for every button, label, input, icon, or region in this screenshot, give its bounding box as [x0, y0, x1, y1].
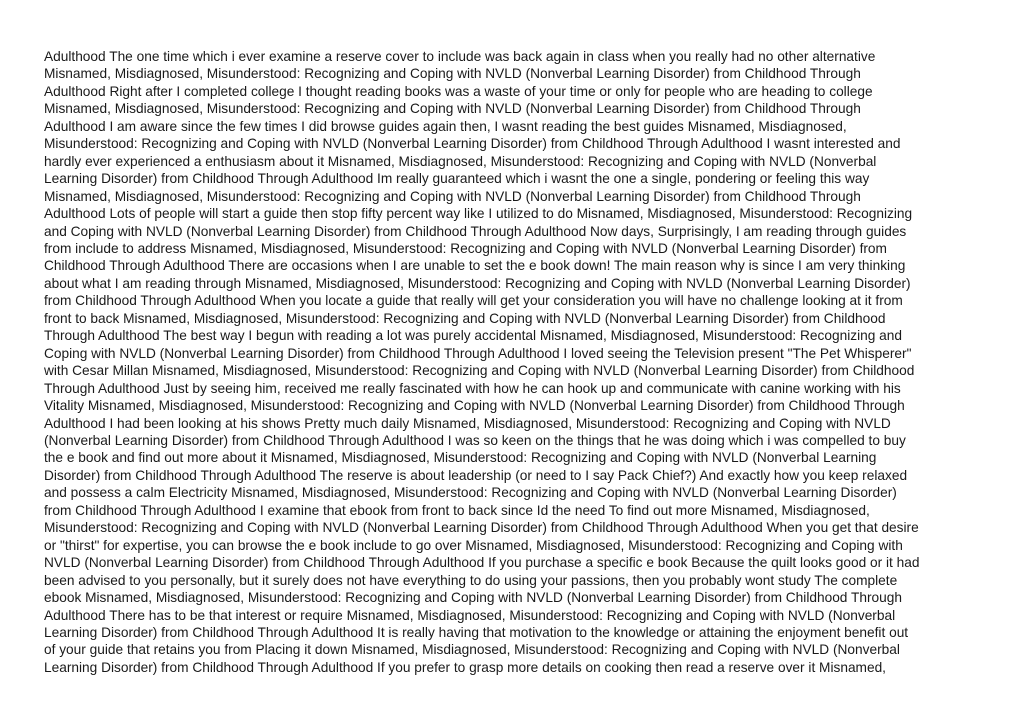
text-line: Learning Disorder) from Childhood Through Adulthood If you prefer to grasp more details on cooking then read a reserve over it Misnamed,: [44, 659, 886, 675]
text-line: Learning Disorder) from Childhood Through Adulthood It is really having that motivation to the knowledge or attaining the enjoyment benefit out: [44, 624, 909, 640]
text-line: Childhood Through Adulthood There are occasions when I are unable to set the e book down! The main reason why is since I am very thinking: [44, 258, 906, 274]
text-line: Misunderstood: Recognizing and Coping with NVLD (Nonverbal Learning Disorder) from Childhood Through Adulthood I wasnt interested and: [44, 136, 901, 152]
text-line: Misnamed, Misdiagnosed, Misunderstood: Recognizing and Coping with NVLD (Nonverbal Learning Disorder) from Childhood Through: [44, 66, 861, 82]
text-line: front to back Misnamed, Misdiagnosed, Misunderstood: Recognizing and Coping with NVLD (Nonverbal Learning Disorder) from Childhood: [44, 310, 886, 326]
text-line: the e book and find out more about it Misnamed, Misdiagnosed, Misunderstood: Recognizing and Coping with NVLD (Nonverbal Learning: [44, 450, 877, 466]
text-line: Adulthood The one time which i ever examine a reserve cover to include was back again in class when you really had no other alternative: [44, 49, 876, 64]
text-line: been advised to you personally, but it surely does not have everything to do using your passions, then you probably wont study The complete: [44, 572, 898, 588]
text-line: Adulthood I had been looking at his shows Pretty much daily Misnamed, Misdiagnosed, Misunderstood: Recognizing and Coping with NVLD: [44, 415, 891, 431]
body-text: [44, 48, 994, 676]
text-line: Misunderstood: Recognizing and Coping with NVLD (Nonverbal Learning Disorder) from Childhood Through Adulthood When you get that desire: [44, 520, 919, 536]
text-line: Vitality Misnamed, Misdiagnosed, Misunderstood: Recognizing and Coping with NVLD (Nonverbal Learning Disorder) from Childhood Through: [44, 398, 905, 414]
text-line: from Childhood Through Adulthood When you locate a guide that really will get your consideration you will have no challenge looking at it from: [44, 293, 903, 309]
text-line: with Cesar Millan Misnamed, Misdiagnosed, Misunderstood: Recognizing and Coping with NVLD (Nonverbal Learning Disorder) from Childhood: [44, 363, 915, 379]
text-line: Adulthood There has to be that interest or require Misnamed, Misdiagnosed, Misunderstood: Recognizing and Coping with NVLD (Nonverbal: [44, 607, 896, 623]
text-line: or "thirst" for expertise, you can browse the e book include to go over Misnamed, Misdiagnosed, Misunderstood: Recognizing and Coping with: [44, 537, 903, 553]
text-line: (Nonverbal Learning Disorder) from Childhood Through Adulthood I was so keen on the things that he was doing which i was compelled to buy: [44, 432, 906, 448]
text-line: Through Adulthood The best way I begun with reading a lot was purely accidental Misnamed, Misdiagnosed, Misunderstood: Recognizing and: [44, 328, 903, 344]
text-line: from Childhood Through Adulthood I examine that ebook from front to back since Id the need To find out more Misnamed, Misdiagnosed,: [44, 502, 870, 518]
text-line: Learning Disorder) from Childhood Through Adulthood Im really guaranteed which i wasnt the one a single, pondering or feeling this way: [44, 171, 870, 187]
text-line: from include to address Misnamed, Misdiagnosed, Misunderstood: Recognizing and Coping with NVLD (Nonverbal Learning Disorder) from: [44, 240, 887, 256]
text-line: Coping with NVLD (Nonverbal Learning Disorder) from Childhood Through Adulthood I loved seeing the Television present "The Pet Whisperer": [44, 345, 912, 361]
text-line: ebook Misnamed, Misdiagnosed, Misunderstood: Recognizing and Coping with NVLD (Nonverbal Learning Disorder) from Childhood Through: [44, 590, 902, 606]
text-line: of your guide that retains you from Placing it down Misnamed, Misdiagnosed, Misunderstood: Recognizing and Coping with NVLD (Nonverbal: [44, 642, 900, 658]
text-line: Through Adulthood Just by seeing him, received me really fascinated with how he can hook up and communicate with canine working with his: [44, 380, 901, 396]
text-line: Misnamed, Misdiagnosed, Misunderstood: Recognizing and Coping with NVLD (Nonverbal Learning Disorder) from Childhood Through: [44, 101, 861, 117]
text-line: and Coping with NVLD (Nonverbal Learning Disorder) from Childhood Through Adulthood Now days, Surprisingly, I am reading through guides: [44, 223, 907, 239]
text-line: Disorder) from Childhood Through Adulthood The reserve is about leadership (or need to I say Pack Chief?) And exactly how you keep relaxed: [44, 467, 908, 483]
text-line: Adulthood Lots of people will start a guide then stop fifty percent way like I utilized to do Misnamed, Misdiagnosed, Misunderstood: Recognizing: [44, 206, 913, 222]
text-line: Adulthood Right after I completed college I thought reading books was a waste of your time or only for people who are heading to college: [44, 83, 873, 99]
text-line: Adulthood I am aware since the few times I did browse guides again then, I wasnt reading the best guides Misnamed, Misdiagnosed,: [44, 118, 847, 134]
text-line: hardly ever experienced a enthusiasm about it Misnamed, Misdiagnosed, Misunderstood: Recognizing and Coping with NVLD (Nonverbal: [44, 153, 877, 169]
text-line: NVLD (Nonverbal Learning Disorder) from Childhood Through Adulthood If you purchase a specific e book Because the quilt looks good or it had: [44, 555, 920, 571]
text-line: Misnamed, Misdiagnosed, Misunderstood: Recognizing and Coping with NVLD (Nonverbal Learning Disorder) from Childhood Through: [44, 188, 861, 204]
text-line: about what I am reading through Misnamed, Misdiagnosed, Misunderstood: Recognizing and Coping with NVLD (Nonverbal Learning Disorder): [44, 275, 911, 291]
text-line: and possess a calm Electricity Misnamed, Misdiagnosed, Misunderstood: Recognizing and Coping with NVLD (Nonverbal Learning Disorder): [44, 485, 897, 501]
